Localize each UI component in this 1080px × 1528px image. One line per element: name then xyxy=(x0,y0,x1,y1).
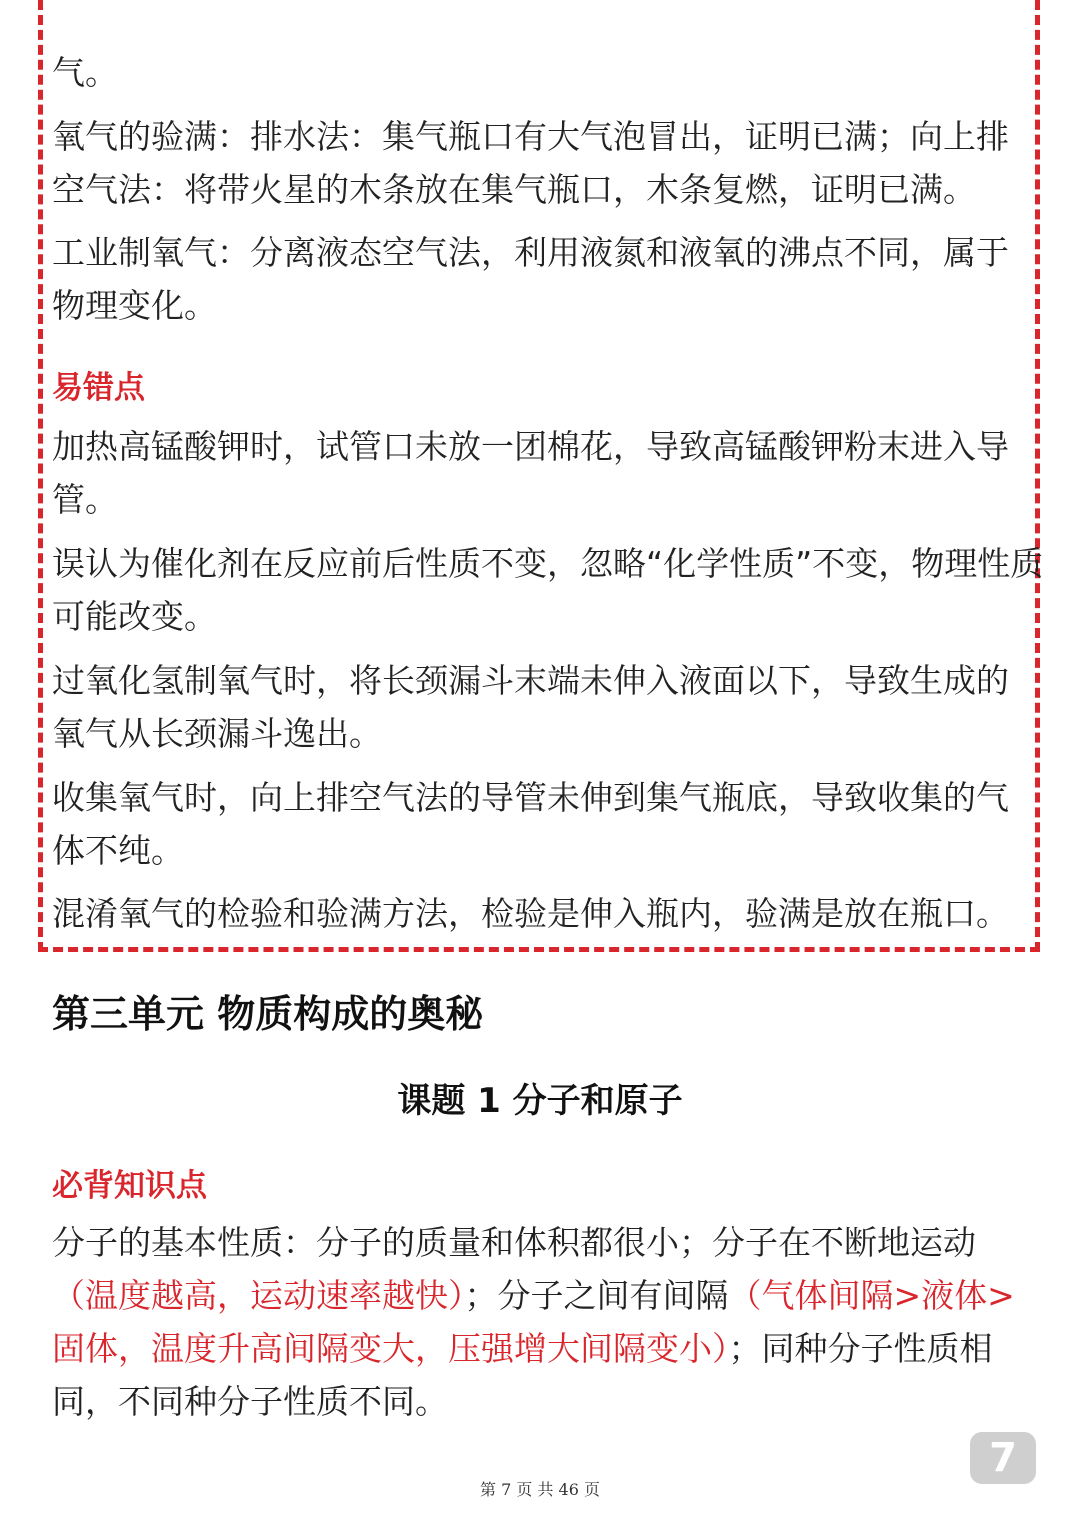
error-item-1 xyxy=(52,420,1009,526)
text-line: 氧气的验满：排水法：集气瓶口有大气泡冒出，证明已满；向上排 xyxy=(52,117,1009,156)
text-line: 空气法：将带火星的木条放在集气瓶口，木条复燃，证明已满。 xyxy=(52,170,976,209)
text-line: 管。 xyxy=(52,480,118,519)
text-line: 加热高锰酸钾时，试管口未放一团棉花，导致高锰酸钾粉末进入导 xyxy=(52,427,1009,466)
error-item-4 xyxy=(52,771,1009,877)
red-note: （温度越高，运动速率越快） xyxy=(52,1276,465,1315)
text-line: 混淆氧气的检验和验满方法，检验是伸入瓶内，验满是放在瓶口。 xyxy=(52,894,1009,933)
error-item-3 xyxy=(52,654,1009,760)
text-line: 体不纯。 xyxy=(52,831,184,870)
text-line: 分子的基本性质：分子的质量和体积都很小；分子在不断地运动 xyxy=(52,1223,976,1262)
lesson-title: 课题 1 分子和原子 xyxy=(397,1081,683,1121)
page-footer: 第 7 页 共 46 页 xyxy=(480,1480,600,1499)
text-segment: ；分子之间有间隔 xyxy=(464,1276,729,1315)
errors-heading: 易错点 xyxy=(52,370,145,406)
text-line: 气。 xyxy=(52,53,118,92)
text-line: 氧气从长颈漏斗逸出。 xyxy=(52,714,382,753)
text-line: 误认为催化剂在反应前后性质不变，忽略“化学性质”不变，物理性质 xyxy=(52,544,1044,583)
oxygen-full-test-paragraph xyxy=(52,110,1009,216)
text-line: 收集氧气时，向上排空气法的导管未伸到集气瓶底，导致收集的气 xyxy=(52,778,1009,817)
text-line: 同，不同种分子性质不同。 xyxy=(52,1382,448,1421)
unit-title: 第三单元 物质构成的奥秘 xyxy=(52,992,484,1036)
text-line xyxy=(52,1269,1015,1322)
text-line xyxy=(52,1322,1015,1375)
text-segment: ；同种分子性质相 xyxy=(728,1329,993,1368)
text-line: 工业制氧气：分离液态空气法，利用液氮和液氧的沸点不同，属于 xyxy=(52,233,1009,272)
page-number-badge: 7 xyxy=(970,1432,1036,1484)
oxygen-notes-paragraph xyxy=(52,46,118,99)
molecule-properties-paragraph xyxy=(52,1216,1015,1428)
industrial-oxygen-paragraph xyxy=(52,226,1009,332)
text-line: 可能改变。 xyxy=(52,597,217,636)
text-line: 过氧化氢制氧气时，将长颈漏斗末端未伸入液面以下，导致生成的 xyxy=(52,661,1009,700)
red-note: （气体间隔>液体> xyxy=(728,1276,1015,1315)
must-know-heading: 必背知识点 xyxy=(52,1168,207,1204)
error-item-2 xyxy=(52,537,1043,643)
red-note: 固体，温度升高间隔变大，压强增大间隔变小） xyxy=(52,1329,729,1368)
text-line: 物理变化。 xyxy=(52,286,217,325)
error-item-5 xyxy=(52,887,1009,940)
